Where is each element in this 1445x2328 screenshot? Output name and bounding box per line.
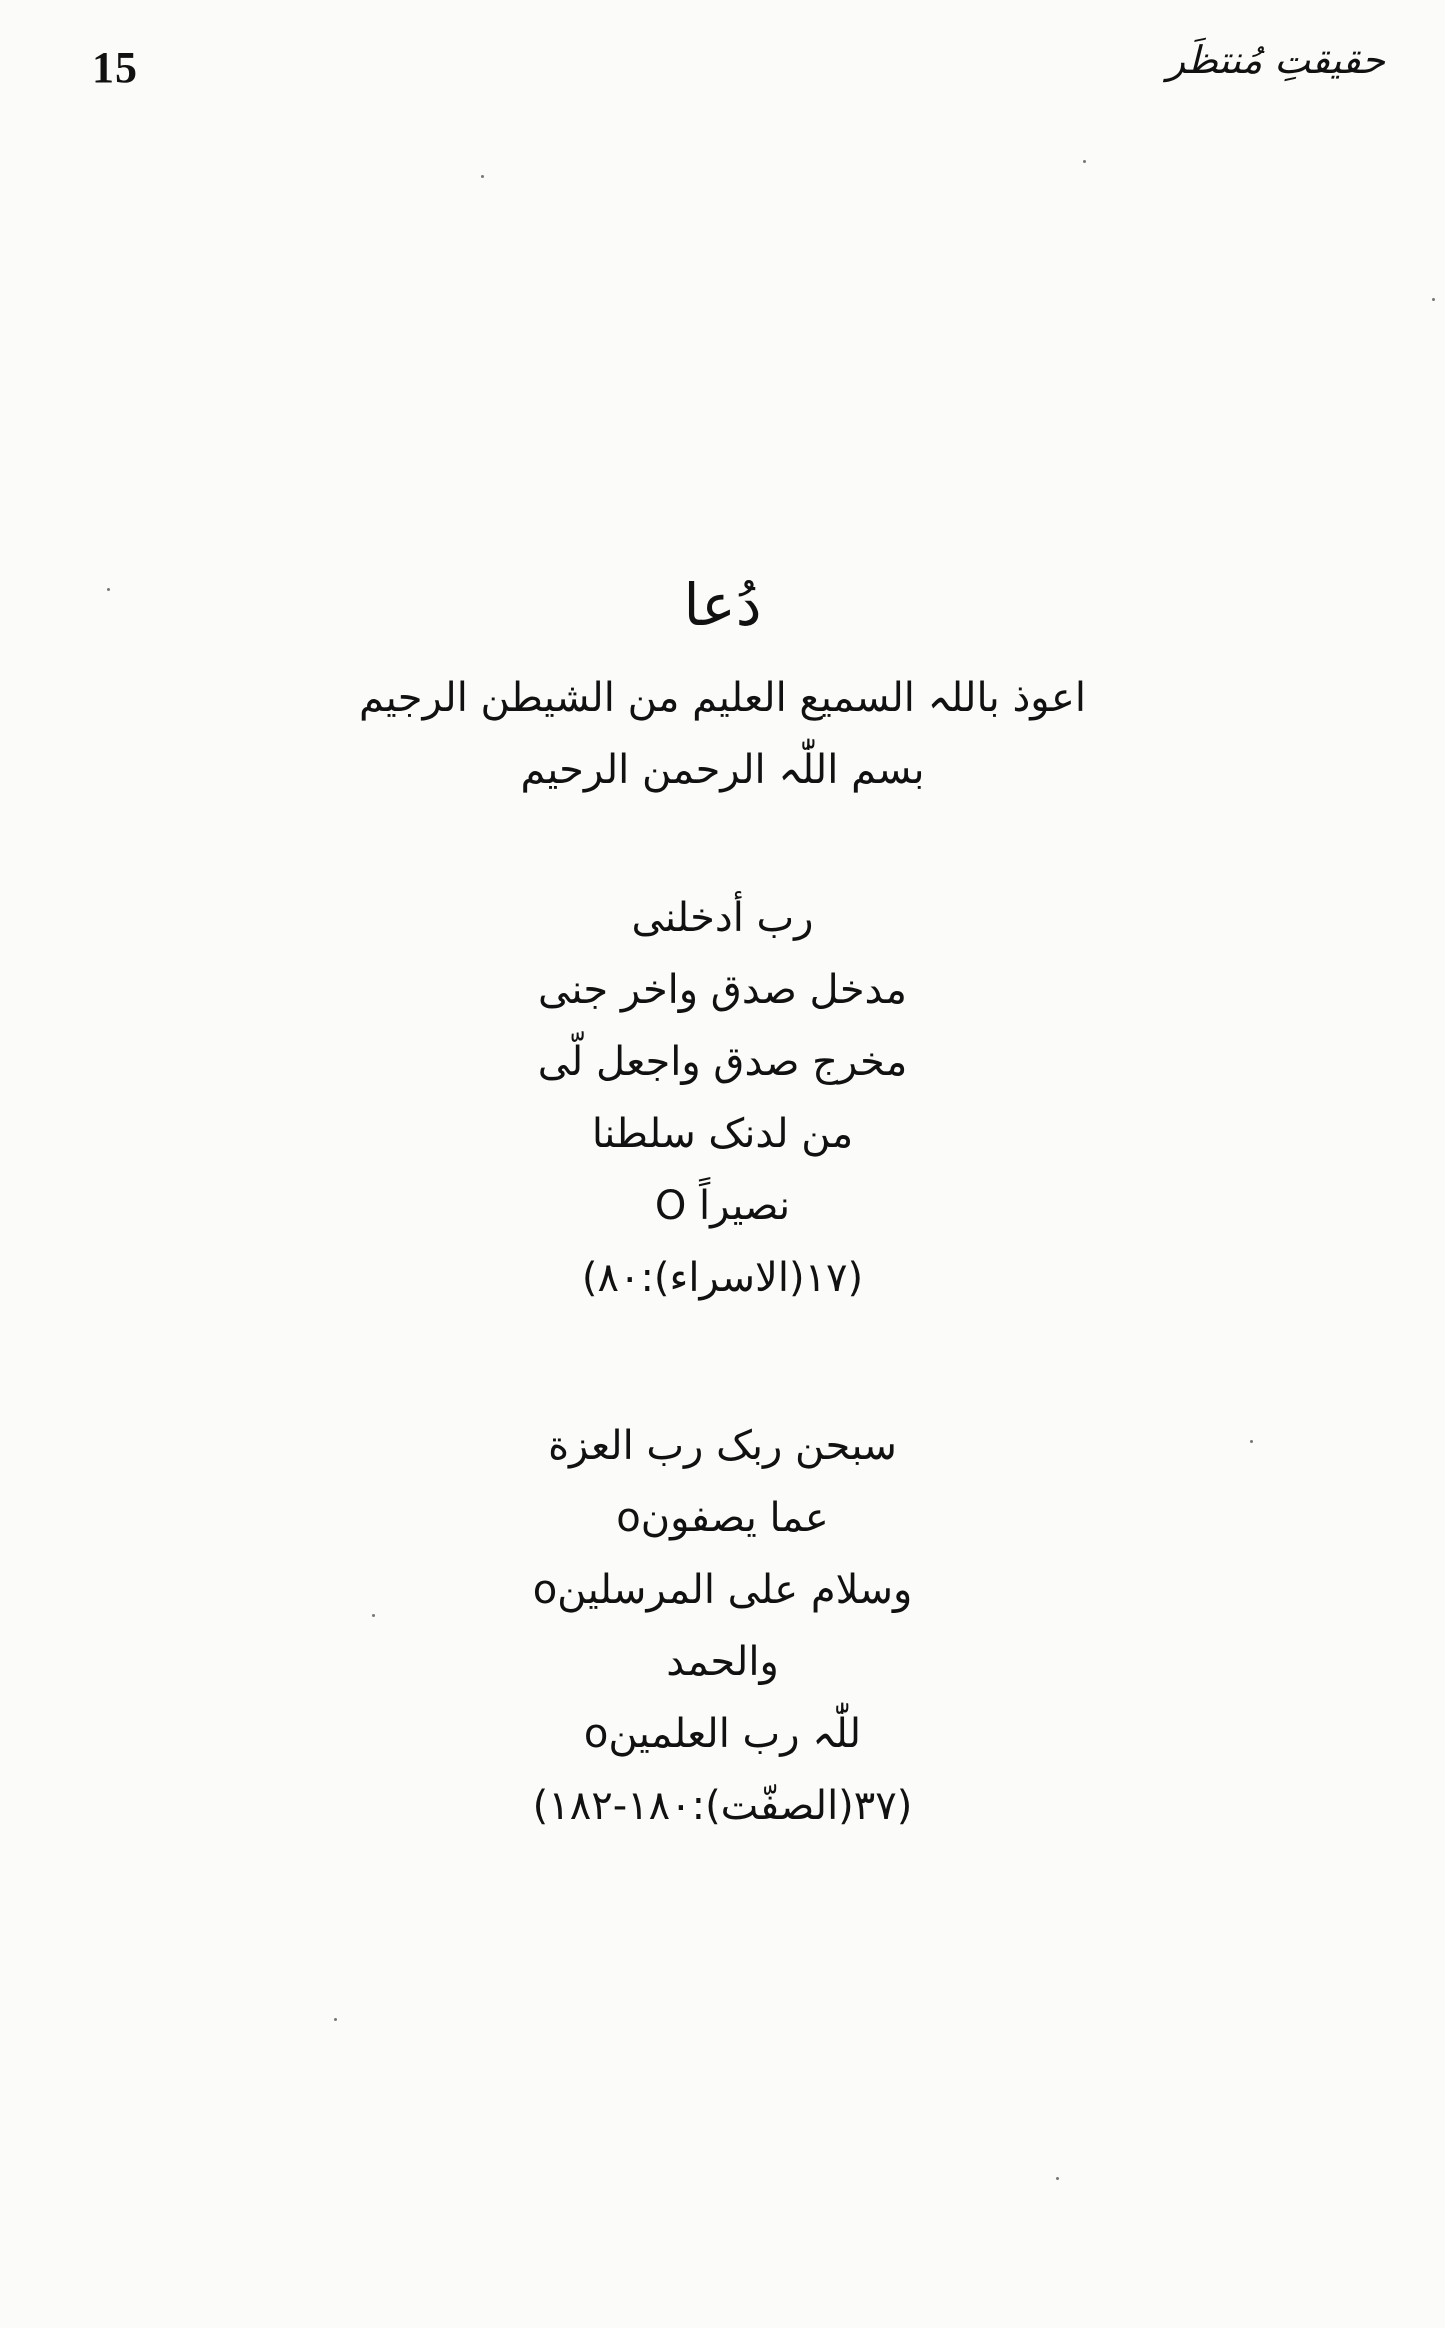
verse-block-1 xyxy=(0,882,1445,1314)
scan-speck xyxy=(372,1614,375,1617)
verse-line: رب أدخلنی xyxy=(631,895,814,941)
page-number: 15 xyxy=(92,43,138,92)
verse-reference: (۳۷(الصفّت):۱۸۰-۱۸۲) xyxy=(532,1783,913,1829)
verse-line: نصیراً O xyxy=(654,1183,791,1229)
scan-speck xyxy=(1432,298,1435,301)
basmala-line: بسم اللّٰہ الرحمن الرحیم xyxy=(520,747,925,793)
scan-speck xyxy=(1083,160,1086,163)
verse-line: والحمد xyxy=(666,1639,779,1685)
verse-line: وسلام علی المرسلینo xyxy=(532,1567,913,1613)
verse-line: للّٰہ رب العلمینo xyxy=(583,1711,862,1757)
verse-line: عما یصفونo xyxy=(616,1495,829,1541)
scan-speck xyxy=(334,2018,337,2021)
verse-block-2 xyxy=(0,1410,1445,1842)
verse-line: سبحن ربک رب العزة xyxy=(548,1423,897,1469)
prayer-heading: دُعا xyxy=(683,571,762,639)
verse-line: مدخل صدق واخر جنی xyxy=(538,967,907,1013)
scan-speck xyxy=(107,588,110,591)
verse-reference: (۱۷(الاسراء):۸۰) xyxy=(581,1255,864,1301)
scan-speck xyxy=(1250,1440,1253,1443)
verse-line: مخرج صدق واجعل لّی xyxy=(537,1039,908,1085)
scan-speck xyxy=(1056,2177,1059,2180)
verse-line: من لدنک سلطنا xyxy=(591,1111,854,1157)
running-title: حقیقتِ مُنتظَر xyxy=(1166,38,1385,82)
taawwudh-line: اعوذ باللہ السمیع العلیم من الشیطن الرجیم xyxy=(359,675,1086,721)
scan-speck xyxy=(481,175,484,178)
prayer-content xyxy=(0,560,1445,1842)
